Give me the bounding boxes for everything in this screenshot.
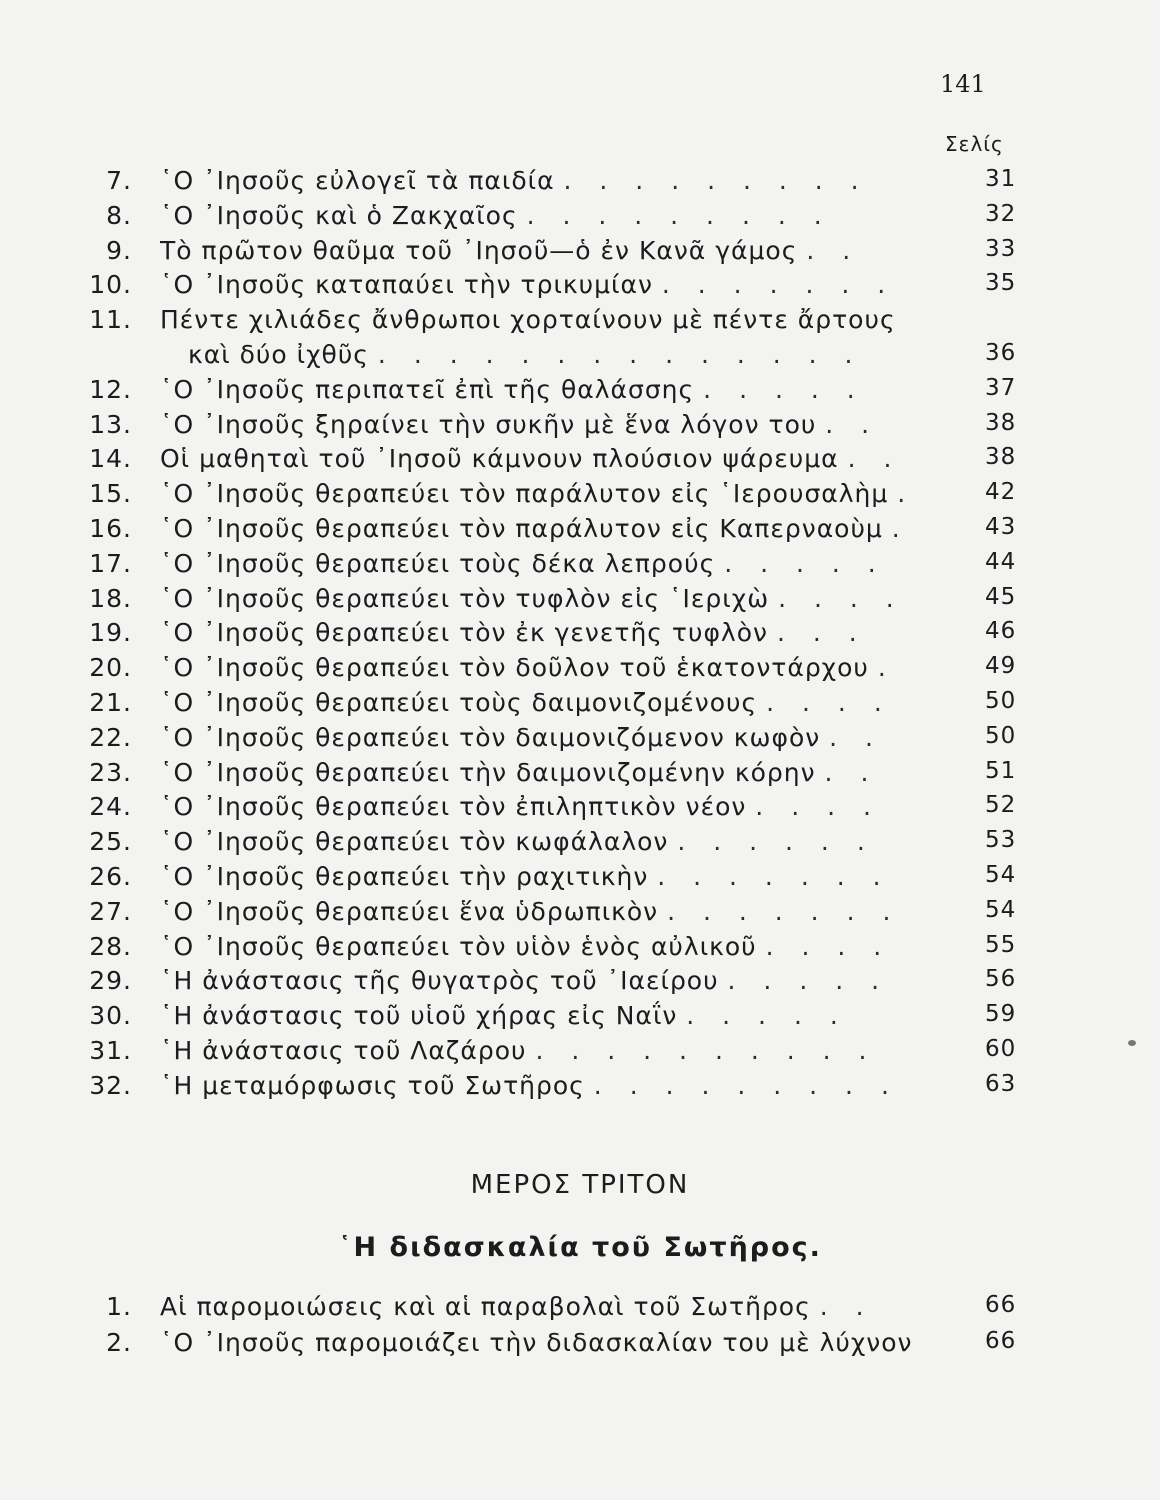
entry-title: ῾Η μεταμόρφωσις τοῦ Σωτῆρος: [160, 1071, 585, 1100]
entry-title: ῾Ο ᾿Ιησοῦς θεραπεύει τὸν κωφάλαλον: [160, 827, 669, 856]
dot-leader: . . . . . . .: [667, 897, 901, 926]
entry-page-number: 38: [985, 410, 1017, 436]
entry-title: καὶ δύο ἰχθῦς: [188, 340, 369, 369]
toc-entry: [0, 270, 1160, 306]
entry-page-number: 33: [985, 236, 1017, 262]
entry-page-number: 37: [985, 375, 1017, 401]
entry-title-line: [160, 549, 960, 578]
entry-number: 17.: [89, 549, 132, 578]
dot-leader: . . . . .: [727, 966, 890, 995]
entry-title-line: [160, 932, 960, 961]
entry-title-line: [160, 201, 960, 230]
dot-leader: . . . .: [766, 688, 892, 717]
entry-title: ῾Ο ᾿Ιησοῦς θεραπεύει τοὺς δέκα λεπρούς: [160, 549, 716, 578]
entry-title-line: [160, 1328, 960, 1357]
entry-title: ῾Η ἀνάστασις τοῦ υἱοῦ χήρας εἰς Ναΐν: [160, 1001, 678, 1030]
dot-leader: .: [897, 479, 916, 508]
toc-entry: [0, 862, 1160, 898]
dot-leader: . .: [829, 723, 883, 752]
entry-title-line: [160, 618, 960, 647]
entry-title: ῾Ο ᾿Ιησοῦς καὶ ὁ Ζακχαῖος: [160, 201, 518, 230]
entry-number: 16.: [89, 514, 132, 543]
toc-entry: [0, 966, 1160, 1002]
toc-entry: [0, 166, 1160, 202]
entry-title: ῾Ο ᾿Ιησοῦς θεραπεύει τὸν ἐκ γενετῆς τυφλὸν: [160, 618, 768, 647]
toc-entry: [0, 479, 1160, 515]
entry-number: 12.: [89, 375, 132, 404]
entry-page-number: 53: [985, 827, 1017, 853]
page-number: 141: [940, 70, 986, 98]
dot-leader: . . . . . . . . .: [526, 201, 832, 230]
entry-number: 8.: [106, 201, 132, 230]
entry-page-number: 54: [985, 862, 1017, 888]
toc-entry: [0, 653, 1160, 689]
dot-leader: . . . . . . .: [661, 270, 896, 299]
entry-title: ῾Ο ᾿Ιησοῦς εὐλογεῖ τὰ παιδία: [160, 166, 555, 195]
entry-number: 13.: [89, 410, 132, 439]
entry-title-line: [160, 758, 960, 787]
entry-title-line: [160, 966, 960, 995]
entry-title: ῾Ο ᾿Ιησοῦς παρομοιάζει τὴν διδασκαλίαν του μὲ λύχνον: [160, 1328, 913, 1357]
entry-title-line: [160, 1036, 960, 1065]
entry-title: ῾Ο ᾿Ιησοῦς θεραπεύει τὴν ραχιτικὴν: [160, 862, 649, 891]
entry-title-line: [160, 792, 960, 821]
entry-page-number: 60: [985, 1036, 1017, 1062]
entry-page-number: 50: [985, 723, 1017, 749]
entry-number: 21.: [89, 688, 132, 717]
entry-title: ῾Η ἀνάστασις τῆς θυγατρὸς τοῦ ᾿Ιαείρου: [160, 966, 719, 995]
entry-title: ῾Ο ᾿Ιησοῦς καταπαύει τὴν τρικυμίαν: [160, 270, 653, 299]
dot-leader: . . . . . . .: [657, 862, 891, 891]
part-subheading: ῾Η διδασκαλία τοῦ Σωτῆρος.: [338, 1232, 822, 1263]
entry-page-number: 43: [985, 514, 1017, 540]
entry-title-line: [160, 236, 960, 265]
entry-title-line: [160, 1292, 960, 1321]
entry-page-number: 44: [985, 549, 1017, 575]
entry-page-number: 35: [985, 270, 1017, 296]
entry-title-line: [160, 444, 960, 473]
toc-entry: [0, 1071, 1160, 1107]
toc-entry: [0, 758, 1160, 794]
entry-number: 25.: [89, 827, 132, 856]
toc-entry: [0, 932, 1160, 968]
pages-column-header: Σελίς: [945, 132, 1004, 156]
dot-leader: . . .: [776, 618, 867, 647]
dot-leader: . . . .: [755, 792, 881, 821]
entry-page-number: 66: [985, 1328, 1017, 1354]
entry-number: 7.: [106, 166, 132, 195]
entry-title-line: [160, 305, 960, 334]
entry-number: 30.: [89, 1001, 132, 1030]
toc-entry: [0, 1292, 1160, 1328]
entry-title-line: [160, 827, 960, 856]
entry-page-number: 56: [985, 966, 1017, 992]
entry-title-line: [160, 479, 960, 508]
entry-title-line: [160, 270, 960, 299]
entry-title: Πέντε χιλιάδες ἄνθρωποι χορταίνουν μὲ πέντε ἄρτους: [160, 305, 896, 334]
toc-entry: [0, 723, 1160, 759]
entry-title: ῾Ο ᾿Ιησοῦς θεραπεύει τὸν τυφλὸν εἰς ῾Ιεριχὼ: [160, 584, 770, 613]
toc-entry: [0, 618, 1160, 654]
dot-leader: . . . . .: [686, 1001, 848, 1030]
entry-title-line: [160, 1071, 960, 1100]
entry-title-line: [188, 340, 988, 369]
entry-title-line: [160, 514, 960, 543]
entry-title: ῾Η ἀνάστασις τοῦ Λαζάρου: [160, 1036, 527, 1065]
dot-leader: . .: [824, 758, 879, 787]
entry-title-line: [160, 897, 960, 926]
entry-page-number: 54: [985, 897, 1017, 923]
entry-number: 26.: [89, 862, 132, 891]
entry-page-number: 55: [985, 932, 1017, 958]
entry-number: 2.: [106, 1328, 132, 1357]
toc-entry: [0, 1328, 1160, 1364]
entry-page-number: 51: [985, 758, 1017, 784]
entry-title: ῾Ο ᾿Ιησοῦς θεραπεύει τὸν δαιμονιζόμενον κωφὸν: [160, 723, 821, 752]
entry-page-number: 42: [985, 479, 1017, 505]
dot-leader: . . . . . . . . . .: [535, 1036, 877, 1065]
entry-title-line: [160, 653, 960, 682]
entry-title: ῾Ο ᾿Ιησοῦς θεραπεύει τὸν ἐπιληπτικὸν νέον: [160, 792, 747, 821]
entry-title: ῾Ο ᾿Ιησοῦς θεραπεύει τὸν παράλυτον εἰς ῾Ιερουσαλὴμ: [160, 479, 889, 508]
entry-page-number: 31: [985, 166, 1017, 192]
toc-entry: [0, 305, 1160, 341]
toc-entry: [0, 549, 1160, 585]
entry-title-line: [160, 723, 960, 752]
toc-entry: [0, 375, 1160, 411]
entry-page-number: 49: [985, 653, 1017, 679]
dot-leader: . . . .: [778, 584, 904, 613]
entry-number: 24.: [89, 792, 132, 821]
entry-number: 22.: [89, 723, 132, 752]
entry-page-number: 36: [985, 340, 1017, 366]
entry-number: 20.: [89, 653, 132, 682]
entry-title-line: [160, 1001, 960, 1030]
entry-number: 15.: [89, 479, 132, 508]
dot-leader: .: [877, 653, 896, 682]
entry-title: Τὸ πρῶτον θαῦμα τοῦ ᾿Ιησοῦ—ὁ ἐν Κανᾶ γάμος: [160, 236, 798, 265]
entry-title-line: [160, 166, 960, 195]
entry-page-number: 66: [985, 1292, 1017, 1318]
entry-number: 9.: [106, 236, 132, 265]
entry-page-number: 46: [985, 618, 1017, 644]
entry-title: ῾Ο ᾿Ιησοῦς θεραπεύει τοὺς δαιμονιζομένους: [160, 688, 758, 717]
entry-number: 28.: [89, 932, 132, 961]
dot-leader: . .: [806, 236, 861, 265]
dot-leader: . . . . . . . . .: [593, 1071, 899, 1100]
entry-page-number: 50: [985, 688, 1017, 714]
entry-title: ῾Ο ᾿Ιησοῦς θεραπεύει τὴν δαιμονιζομένην κόρην: [160, 758, 816, 787]
entry-page-number: 63: [985, 1071, 1017, 1097]
paper-speck: [1128, 1040, 1136, 1046]
entry-title: ῾Ο ᾿Ιησοῦς θεραπεύει τὸν δοῦλον τοῦ ἑκατοντάρχου: [160, 653, 869, 682]
toc-entry: [0, 1036, 1160, 1072]
entry-title-line: [160, 584, 960, 613]
toc-entry: [0, 1001, 1160, 1037]
toc-entry: [0, 897, 1160, 933]
entry-page-number: 38: [985, 444, 1017, 470]
entry-number: 19.: [89, 618, 132, 647]
toc-entry: [0, 688, 1160, 724]
entry-title: ῾Ο ᾿Ιησοῦς θεραπεύει τὸν παράλυτον εἰς Καπερναοὺμ: [160, 514, 883, 543]
entry-number: 29.: [89, 966, 132, 995]
toc-entry: [0, 201, 1160, 237]
toc-entry: [0, 340, 1160, 376]
toc-entry: [0, 410, 1160, 446]
entry-page-number: 45: [985, 584, 1017, 610]
entry-title: ῾Ο ᾿Ιησοῦς περιπατεῖ ἐπὶ τῆς θαλάσσης: [160, 375, 695, 404]
entry-title-line: [160, 375, 960, 404]
dot-leader: . . . . . . . . .: [563, 166, 869, 195]
entry-title: Οἱ μαθηταὶ τοῦ ᾿Ιησοῦ κάμνουν πλούσιον ψάρευμα: [160, 444, 839, 473]
dot-leader: . . . .: [765, 932, 892, 961]
dot-leader: . . . . .: [703, 375, 865, 404]
entry-title-line: [160, 410, 960, 439]
entry-number: 1.: [106, 1292, 132, 1321]
toc-entry: [0, 236, 1160, 272]
toc-entry: [0, 827, 1160, 863]
entry-number: 14.: [89, 444, 132, 473]
dot-leader: . . . . . . . . . . . . . .: [377, 340, 863, 369]
dot-leader: . .: [847, 444, 902, 473]
toc-entry: [0, 584, 1160, 620]
entry-title-line: [160, 862, 960, 891]
entry-title: Αἱ παρομοιώσεις καὶ αἱ παραβολαὶ τοῦ Σωτῆρος: [160, 1292, 811, 1321]
dot-leader: .: [891, 514, 910, 543]
entry-number: 32.: [89, 1071, 132, 1100]
toc-entry: [0, 514, 1160, 550]
toc-entry: [0, 444, 1160, 480]
toc-entry: [0, 792, 1160, 828]
dot-leader: . . . . .: [724, 549, 886, 578]
entry-page-number: 52: [985, 792, 1017, 818]
dot-leader: . .: [819, 1292, 874, 1321]
entry-number: 18.: [89, 584, 132, 613]
entry-title-line: [160, 688, 960, 717]
entry-number: 27.: [89, 897, 132, 926]
entry-number: 23.: [89, 758, 132, 787]
entry-number: 10.: [89, 270, 132, 299]
entry-title: ῾Ο ᾿Ιησοῦς θεραπεύει τὸν υἱὸν ἑνὸς αὐλικοῦ: [160, 932, 757, 961]
entry-title: ῾Ο ᾿Ιησοῦς θεραπεύει ἕνα ὑδρωπικὸν: [160, 897, 659, 926]
dot-leader: . .: [825, 410, 880, 439]
entry-number: 11.: [89, 305, 132, 334]
dot-leader: . . . . . .: [677, 827, 875, 856]
entry-page-number: 59: [985, 1001, 1017, 1027]
entry-page-number: 32: [985, 201, 1017, 227]
part-heading: ΜΕΡΟΣ ΤΡΙΤΟΝ: [470, 1170, 690, 1200]
entry-number: 31.: [89, 1036, 132, 1065]
entry-title: ῾Ο ᾿Ιησοῦς ξηραίνει τὴν συκῆν μὲ ἕνα λόγον του: [160, 410, 817, 439]
